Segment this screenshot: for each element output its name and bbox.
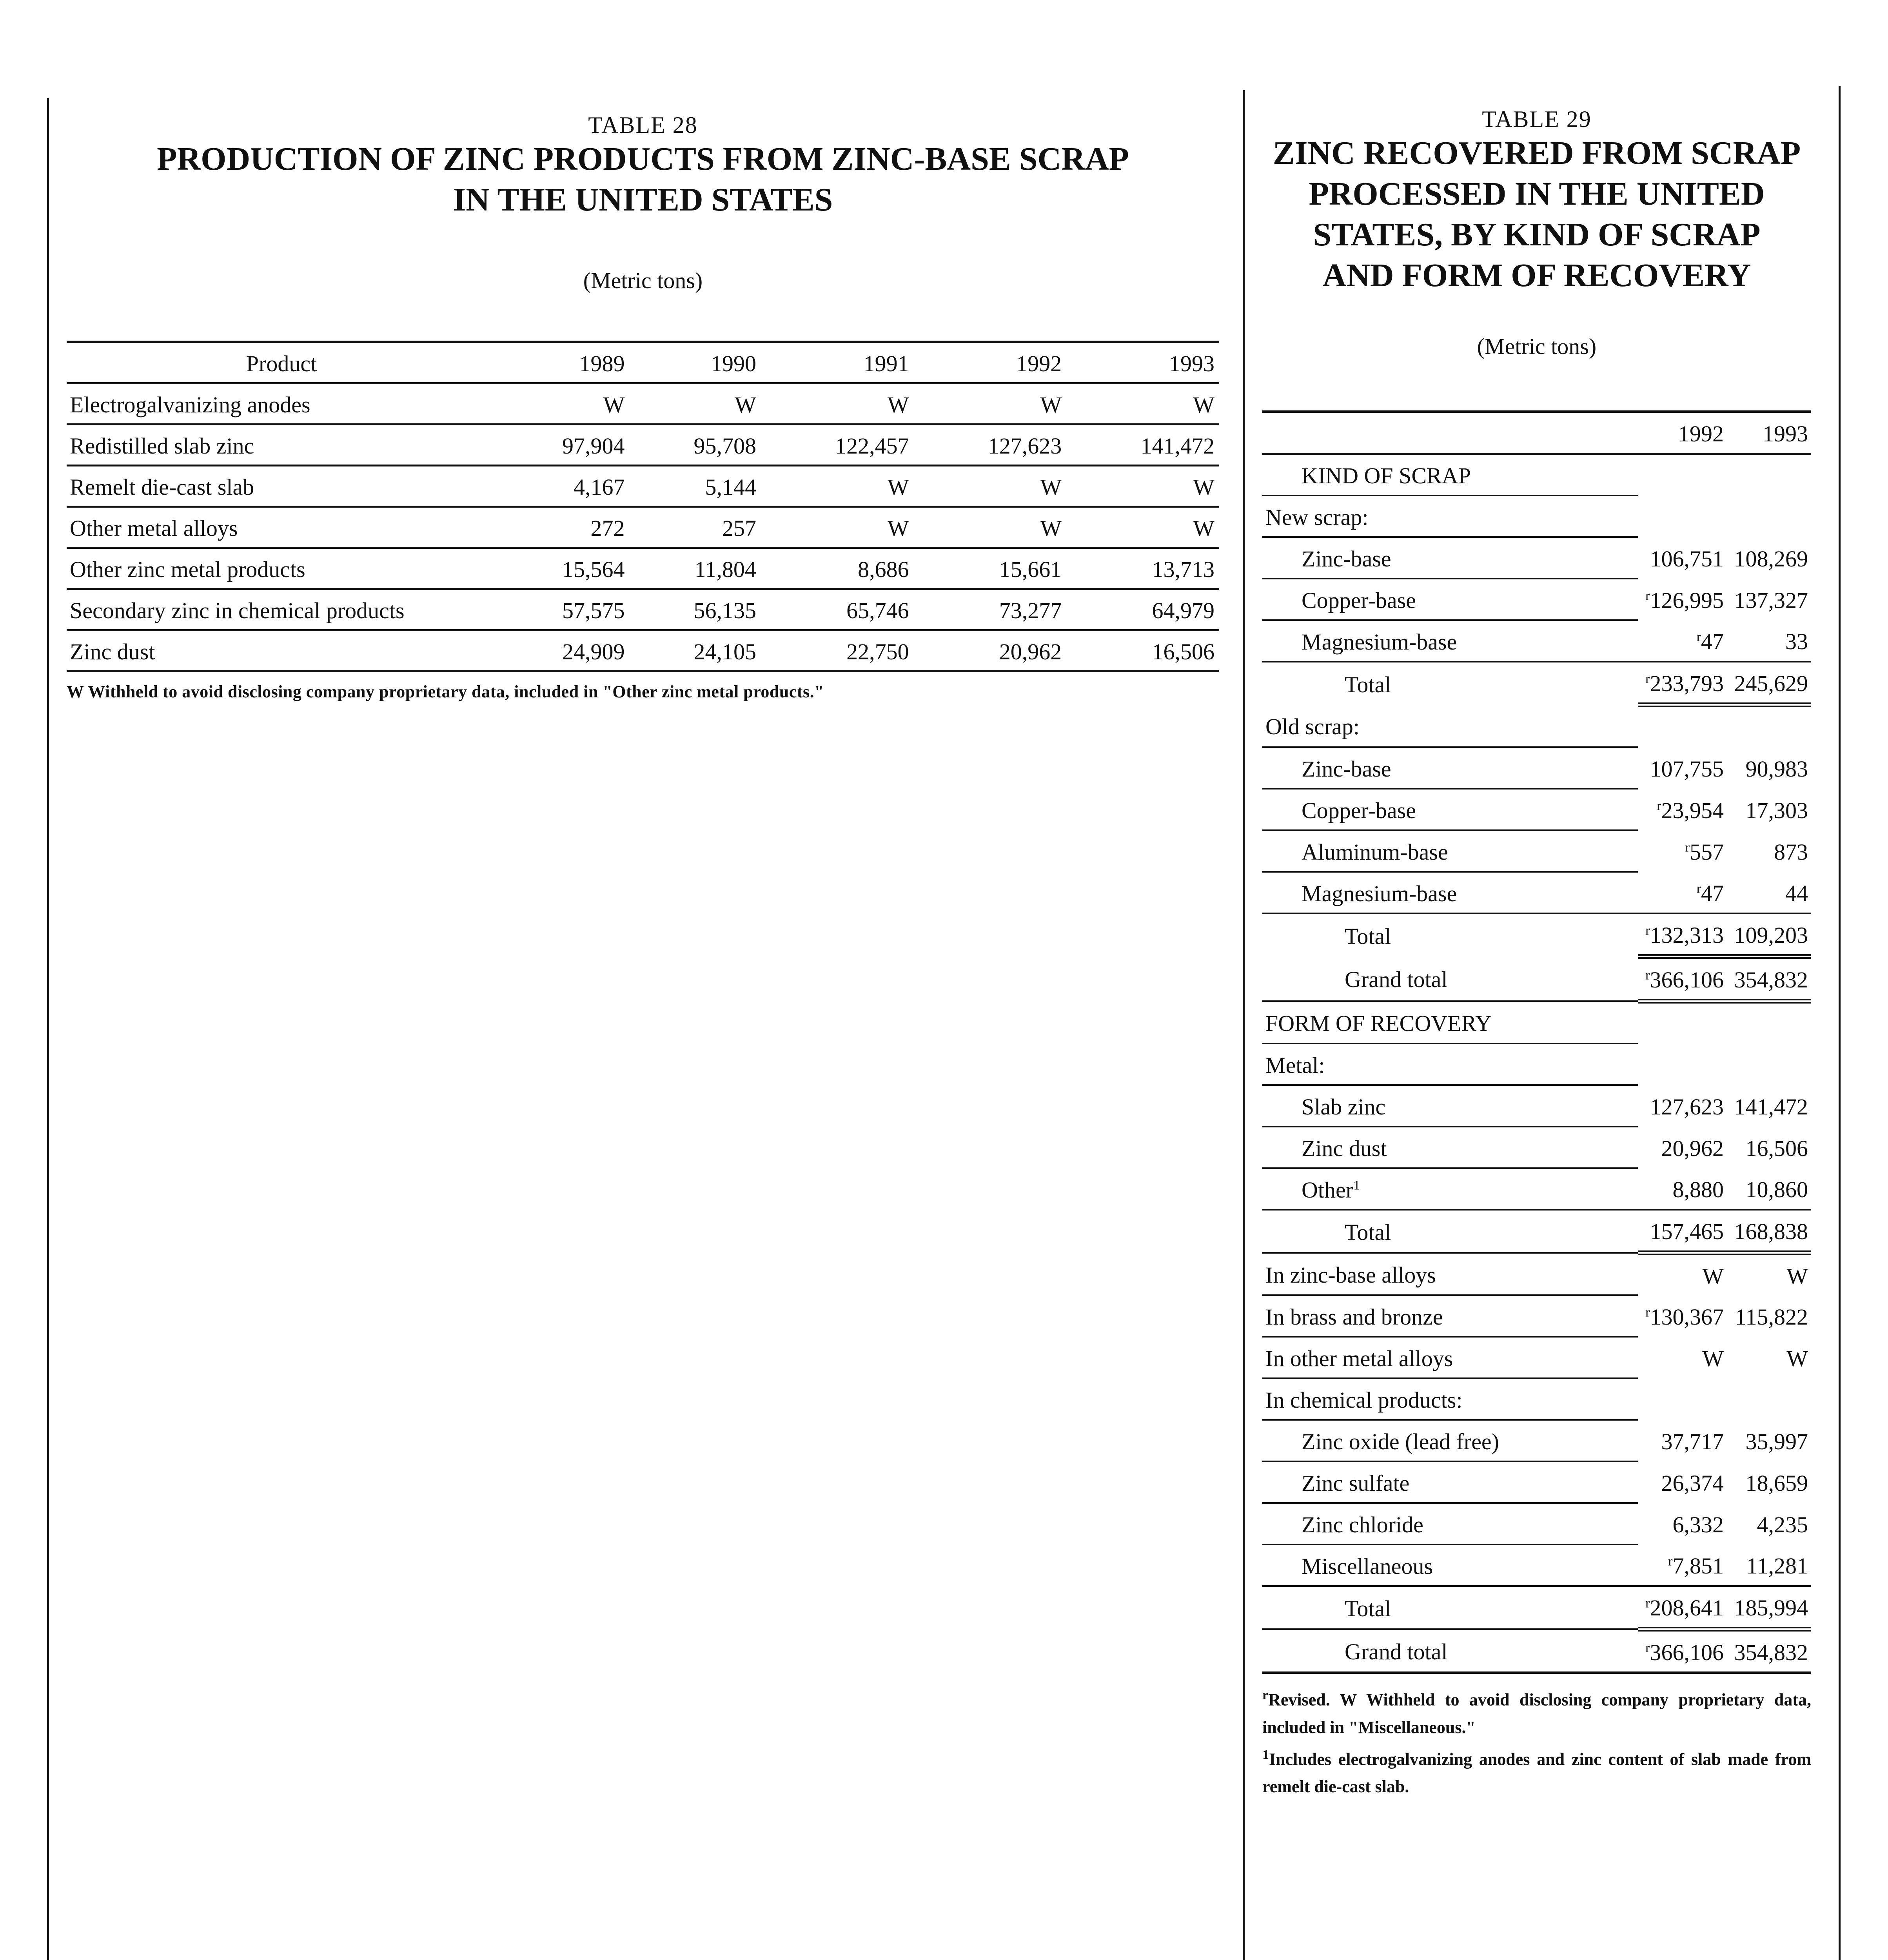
table-cell: 15,564 xyxy=(498,548,629,589)
table-row xyxy=(67,630,1219,671)
table-row xyxy=(1262,747,1811,789)
row-label: Total xyxy=(1262,1586,1638,1629)
value-1993: 137,327 xyxy=(1734,587,1808,613)
value-1993: 185,994 xyxy=(1727,1586,1811,1629)
section-heading-row xyxy=(1262,454,1811,496)
table-cell: 13,713 xyxy=(1066,548,1219,589)
row-label xyxy=(1262,1168,1638,1210)
row-label: Zinc dust xyxy=(1262,1127,1638,1168)
value-1992 xyxy=(1638,872,1727,913)
revised-mark: r xyxy=(1668,1554,1673,1569)
table-29-title-line: ZINC RECOVERED FROM SCRAP xyxy=(1273,135,1801,171)
value-1993: 245,629 xyxy=(1727,662,1811,705)
table-cell: 8,686 xyxy=(761,548,914,589)
value-1992 xyxy=(1638,956,1727,1001)
table-row xyxy=(1262,1295,1811,1337)
row-label: Grand total xyxy=(1262,1629,1638,1673)
table-28-number: TABLE 28 xyxy=(588,112,698,138)
table-cell: 24,909 xyxy=(498,630,629,671)
table-cell: 141,472 xyxy=(1066,425,1219,466)
column-header: 1992 xyxy=(914,342,1067,383)
value-1993: 115,822 xyxy=(1735,1304,1808,1330)
table-row xyxy=(67,383,1219,425)
row-label: Total xyxy=(1345,671,1391,697)
table-28-title-line: IN THE UNITED STATES xyxy=(453,181,833,218)
column-header: 1989 xyxy=(498,342,629,383)
value-1992 xyxy=(1638,913,1727,956)
revised-mark: r xyxy=(1645,671,1650,686)
value-1992: 6,332 xyxy=(1672,1512,1724,1537)
value-1992 xyxy=(1638,1544,1727,1586)
value-1993: 141,472 xyxy=(1734,1094,1808,1120)
table-row xyxy=(1262,1253,1811,1295)
table-row xyxy=(1262,1420,1811,1461)
value-1993: 873 xyxy=(1774,839,1808,865)
value-1993: W xyxy=(1786,1345,1808,1371)
value-text: 132,313 xyxy=(1650,922,1724,948)
table-row xyxy=(67,589,1219,630)
value-1993: 168,838 xyxy=(1727,1210,1811,1253)
table-row xyxy=(67,466,1219,507)
value-1992: 37,717 xyxy=(1661,1428,1724,1454)
footnote-mark: 1 xyxy=(1353,1178,1360,1193)
table-cell: 16,506 xyxy=(1066,630,1219,671)
value-1992 xyxy=(1638,579,1727,620)
table-row xyxy=(1262,830,1811,872)
row-label: Secondary zinc in chemical products xyxy=(67,589,498,630)
value-1992: 20,962 xyxy=(1661,1135,1724,1161)
value-1993: 354,832 xyxy=(1727,1629,1811,1673)
table-row xyxy=(1262,1461,1811,1503)
table-cell: 97,904 xyxy=(498,425,629,466)
table-cell: W xyxy=(761,466,914,507)
table-cell: 11,804 xyxy=(629,548,761,589)
row-label: Magnesium-base xyxy=(1262,620,1638,662)
column-header-1993: 1993 xyxy=(1727,412,1811,454)
table-29-title xyxy=(1262,133,1811,296)
total-row xyxy=(1262,1586,1811,1629)
value-1993: 18,659 xyxy=(1745,1470,1808,1496)
table-row xyxy=(1262,1544,1811,1586)
table-29-title-line: PROCESSED IN THE UNITED xyxy=(1309,176,1765,212)
table-cell: 65,746 xyxy=(761,589,914,630)
value-text: 557 xyxy=(1689,839,1724,865)
footnote-1 xyxy=(1262,1741,1811,1801)
table-cell: W xyxy=(914,466,1067,507)
left-column-rule xyxy=(47,98,49,1960)
row-label: Zinc sulfate xyxy=(1262,1461,1638,1503)
value-text: 47 xyxy=(1701,628,1724,654)
footnote-mark: 1 xyxy=(1262,1747,1269,1762)
value-text: 233,793 xyxy=(1650,670,1724,696)
table-29-footnotes xyxy=(1262,1682,1811,1800)
table-row xyxy=(1262,1127,1811,1168)
table-cell: W xyxy=(629,383,761,425)
table-28-unit: (Metric tons) xyxy=(583,268,703,293)
table-29-title-line: AND FORM OF RECOVERY xyxy=(1322,257,1751,294)
revised-mark: r xyxy=(1645,1596,1650,1611)
value-text: 126,995 xyxy=(1650,587,1724,613)
revised-mark: r xyxy=(1685,840,1690,855)
column-header: 1991 xyxy=(761,342,914,383)
table-cell: 57,575 xyxy=(498,589,629,630)
group-heading-row xyxy=(1262,495,1811,537)
table-row xyxy=(1262,1168,1811,1210)
revised-mark: r xyxy=(1657,799,1661,813)
row-label: Redistilled slab zinc xyxy=(67,425,498,466)
value-1993: 35,997 xyxy=(1745,1428,1808,1454)
total-row xyxy=(1262,1210,1811,1253)
column-header: Product xyxy=(67,342,498,383)
column-header-blank xyxy=(1262,412,1638,454)
row-label: Zinc oxide (lead free) xyxy=(1262,1420,1638,1461)
row-label: Total xyxy=(1345,923,1391,949)
table-row xyxy=(1262,537,1811,579)
group-heading-row xyxy=(1262,705,1811,747)
table-cell: W xyxy=(1066,507,1219,548)
value-1992: 106,751 xyxy=(1650,546,1724,572)
value-1992 xyxy=(1638,789,1727,830)
total-row xyxy=(1262,913,1811,956)
value-1993: 90,983 xyxy=(1745,756,1808,782)
table-cell: W xyxy=(761,383,914,425)
value-1992 xyxy=(1638,830,1727,872)
value-1993: 109,203 xyxy=(1727,913,1811,956)
row-label: Zinc chloride xyxy=(1262,1503,1638,1544)
table-row xyxy=(1262,1503,1811,1544)
value-text: 130,367 xyxy=(1650,1304,1724,1330)
table-29-unit: (Metric tons) xyxy=(1477,334,1597,359)
footnote-text: Revised. W Withheld to avoid disclosing company proprietary data, included in "Miscellaneous." xyxy=(1262,1690,1811,1737)
table-row xyxy=(67,548,1219,589)
table-cell: 127,623 xyxy=(914,425,1067,466)
revised-mark: r xyxy=(1645,1641,1650,1655)
column-header: 1993 xyxy=(1066,342,1219,383)
table-cell: W xyxy=(1066,466,1219,507)
value-1993: 11,281 xyxy=(1746,1553,1808,1579)
grand-total-row xyxy=(1262,956,1811,1001)
value-text: 47 xyxy=(1701,880,1724,906)
row-label: In zinc-base alloys xyxy=(1262,1253,1638,1295)
table-row xyxy=(67,425,1219,466)
table-cell: 122,457 xyxy=(761,425,914,466)
table-29-grid xyxy=(1262,410,1811,1674)
value-text: 208,641 xyxy=(1650,1595,1724,1621)
table-cell: 15,661 xyxy=(914,548,1067,589)
table-29-header-row xyxy=(1262,412,1811,454)
value-1992 xyxy=(1638,620,1727,662)
section-heading: KIND OF SCRAP xyxy=(1262,454,1638,496)
value-text: 366,106 xyxy=(1650,967,1724,993)
value-1992 xyxy=(1638,1295,1727,1337)
right-column-rule xyxy=(1839,86,1841,1960)
table-cell: 56,135 xyxy=(629,589,761,630)
value-1993: 17,303 xyxy=(1745,797,1808,823)
table-29 xyxy=(1262,106,1811,1800)
table-29-body xyxy=(1262,454,1811,1673)
value-1992: 8,880 xyxy=(1672,1176,1724,1202)
table-28-title-line: PRODUCTION OF ZINC PRODUCTS FROM ZINC-BASE SCRAP xyxy=(157,141,1129,177)
table-cell: 257 xyxy=(629,507,761,548)
table-row xyxy=(1262,872,1811,913)
value-1992: 127,623 xyxy=(1650,1094,1724,1120)
row-label: Magnesium-base xyxy=(1262,872,1638,913)
section-heading-row xyxy=(1262,1001,1811,1044)
table-29-title-line: STATES, BY KIND OF SCRAP xyxy=(1313,216,1761,253)
value-1993: 354,832 xyxy=(1727,956,1811,1001)
center-column-rule xyxy=(1243,90,1245,1960)
table-28-footnote: W Withheld to avoid disclosing company proprietary data, included in "Other zinc metal products." xyxy=(67,682,824,701)
value-1993: 44 xyxy=(1785,880,1808,906)
total-row xyxy=(1262,662,1811,705)
footnote-revised xyxy=(1262,1682,1811,1741)
row-label: In brass and bronze xyxy=(1262,1295,1638,1337)
row-label: In other metal alloys xyxy=(1262,1337,1638,1378)
grand-total-row xyxy=(1262,1629,1811,1673)
table-cell: 20,962 xyxy=(914,630,1067,671)
value-1993: 33 xyxy=(1785,628,1808,654)
value-1993: W xyxy=(1786,1263,1808,1289)
row-label: Zinc-base xyxy=(1262,747,1638,789)
group-heading: New scrap: xyxy=(1262,495,1638,537)
table-cell: 73,277 xyxy=(914,589,1067,630)
table-28 xyxy=(67,112,1219,702)
value-1993: 4,235 xyxy=(1757,1512,1808,1537)
table-cell: W xyxy=(1066,383,1219,425)
value-text: 7,851 xyxy=(1672,1553,1724,1579)
table-cell: 22,750 xyxy=(761,630,914,671)
group-heading: Old scrap: xyxy=(1262,705,1638,747)
table-row xyxy=(1262,579,1811,620)
row-label: Slab zinc xyxy=(1262,1085,1638,1127)
row-label: Miscellaneous xyxy=(1262,1544,1638,1586)
value-1992: W xyxy=(1702,1263,1724,1289)
row-label: Remelt die-cast slab xyxy=(67,466,498,507)
value-1993: 108,269 xyxy=(1734,546,1808,572)
column-header-1992: 1992 xyxy=(1638,412,1727,454)
value-1992 xyxy=(1638,1629,1727,1673)
column-header: 1990 xyxy=(629,342,761,383)
table-28-header-row xyxy=(67,342,1219,383)
row-label: Copper-base xyxy=(1262,579,1638,620)
row-label: Aluminum-base xyxy=(1262,830,1638,872)
group-heading-row xyxy=(1262,1044,1811,1085)
table-28-body xyxy=(67,383,1219,671)
table-cell: 24,105 xyxy=(629,630,761,671)
value-1992 xyxy=(1638,1586,1727,1629)
table-row xyxy=(67,507,1219,548)
row-label: Zinc dust xyxy=(67,630,498,671)
row-label: Grand total xyxy=(1262,956,1638,1001)
table-row xyxy=(1262,1337,1811,1378)
row-label: Copper-base xyxy=(1262,789,1638,830)
table-cell: W xyxy=(498,383,629,425)
value-1992: W xyxy=(1702,1345,1724,1371)
group-heading: In chemical products: xyxy=(1262,1378,1638,1420)
value-text: 23,954 xyxy=(1661,797,1724,823)
table-row xyxy=(1262,789,1811,830)
group-heading-row xyxy=(1262,1378,1811,1420)
row-label: Electrogalvanizing anodes xyxy=(67,383,498,425)
table-row xyxy=(1262,1085,1811,1127)
revised-mark: r xyxy=(1645,588,1650,603)
value-1992: 26,374 xyxy=(1661,1470,1724,1496)
table-28-title xyxy=(67,139,1219,220)
footnote-text: Includes electrogalvanizing anodes and zinc content of slab made from remelt die-cast slab. xyxy=(1262,1749,1811,1797)
value-1992: 157,465 xyxy=(1638,1210,1727,1253)
group-heading: Metal: xyxy=(1262,1044,1638,1085)
value-1993: 10,860 xyxy=(1745,1176,1808,1202)
table-28-grid xyxy=(67,341,1219,672)
value-1993: 16,506 xyxy=(1745,1135,1808,1161)
table-cell: W xyxy=(914,383,1067,425)
table-cell: 4,167 xyxy=(498,466,629,507)
revised-mark: r xyxy=(1262,1688,1269,1702)
table-cell: 5,144 xyxy=(629,466,761,507)
table-row xyxy=(1262,620,1811,662)
row-label: Zinc-base xyxy=(1262,537,1638,579)
revised-mark: r xyxy=(1696,881,1701,896)
table-cell: W xyxy=(761,507,914,548)
table-cell: 272 xyxy=(498,507,629,548)
row-label: Other zinc metal products xyxy=(67,548,498,589)
value-1992: 107,755 xyxy=(1650,756,1724,782)
revised-mark: r xyxy=(1696,630,1701,644)
row-label: Other metal alloys xyxy=(67,507,498,548)
revised-mark: r xyxy=(1645,1305,1650,1320)
section-heading: FORM OF RECOVERY xyxy=(1262,1001,1638,1044)
table-cell: W xyxy=(914,507,1067,548)
table-cell: 95,708 xyxy=(629,425,761,466)
row-label: Total xyxy=(1262,1210,1638,1253)
label-text: Other xyxy=(1302,1177,1354,1203)
revised-mark: r xyxy=(1645,968,1650,983)
revised-mark: r xyxy=(1645,923,1650,938)
value-text: 366,106 xyxy=(1650,1639,1724,1665)
value-1992 xyxy=(1638,662,1727,705)
table-29-number: TABLE 29 xyxy=(1482,106,1592,132)
table-cell: 64,979 xyxy=(1066,589,1219,630)
